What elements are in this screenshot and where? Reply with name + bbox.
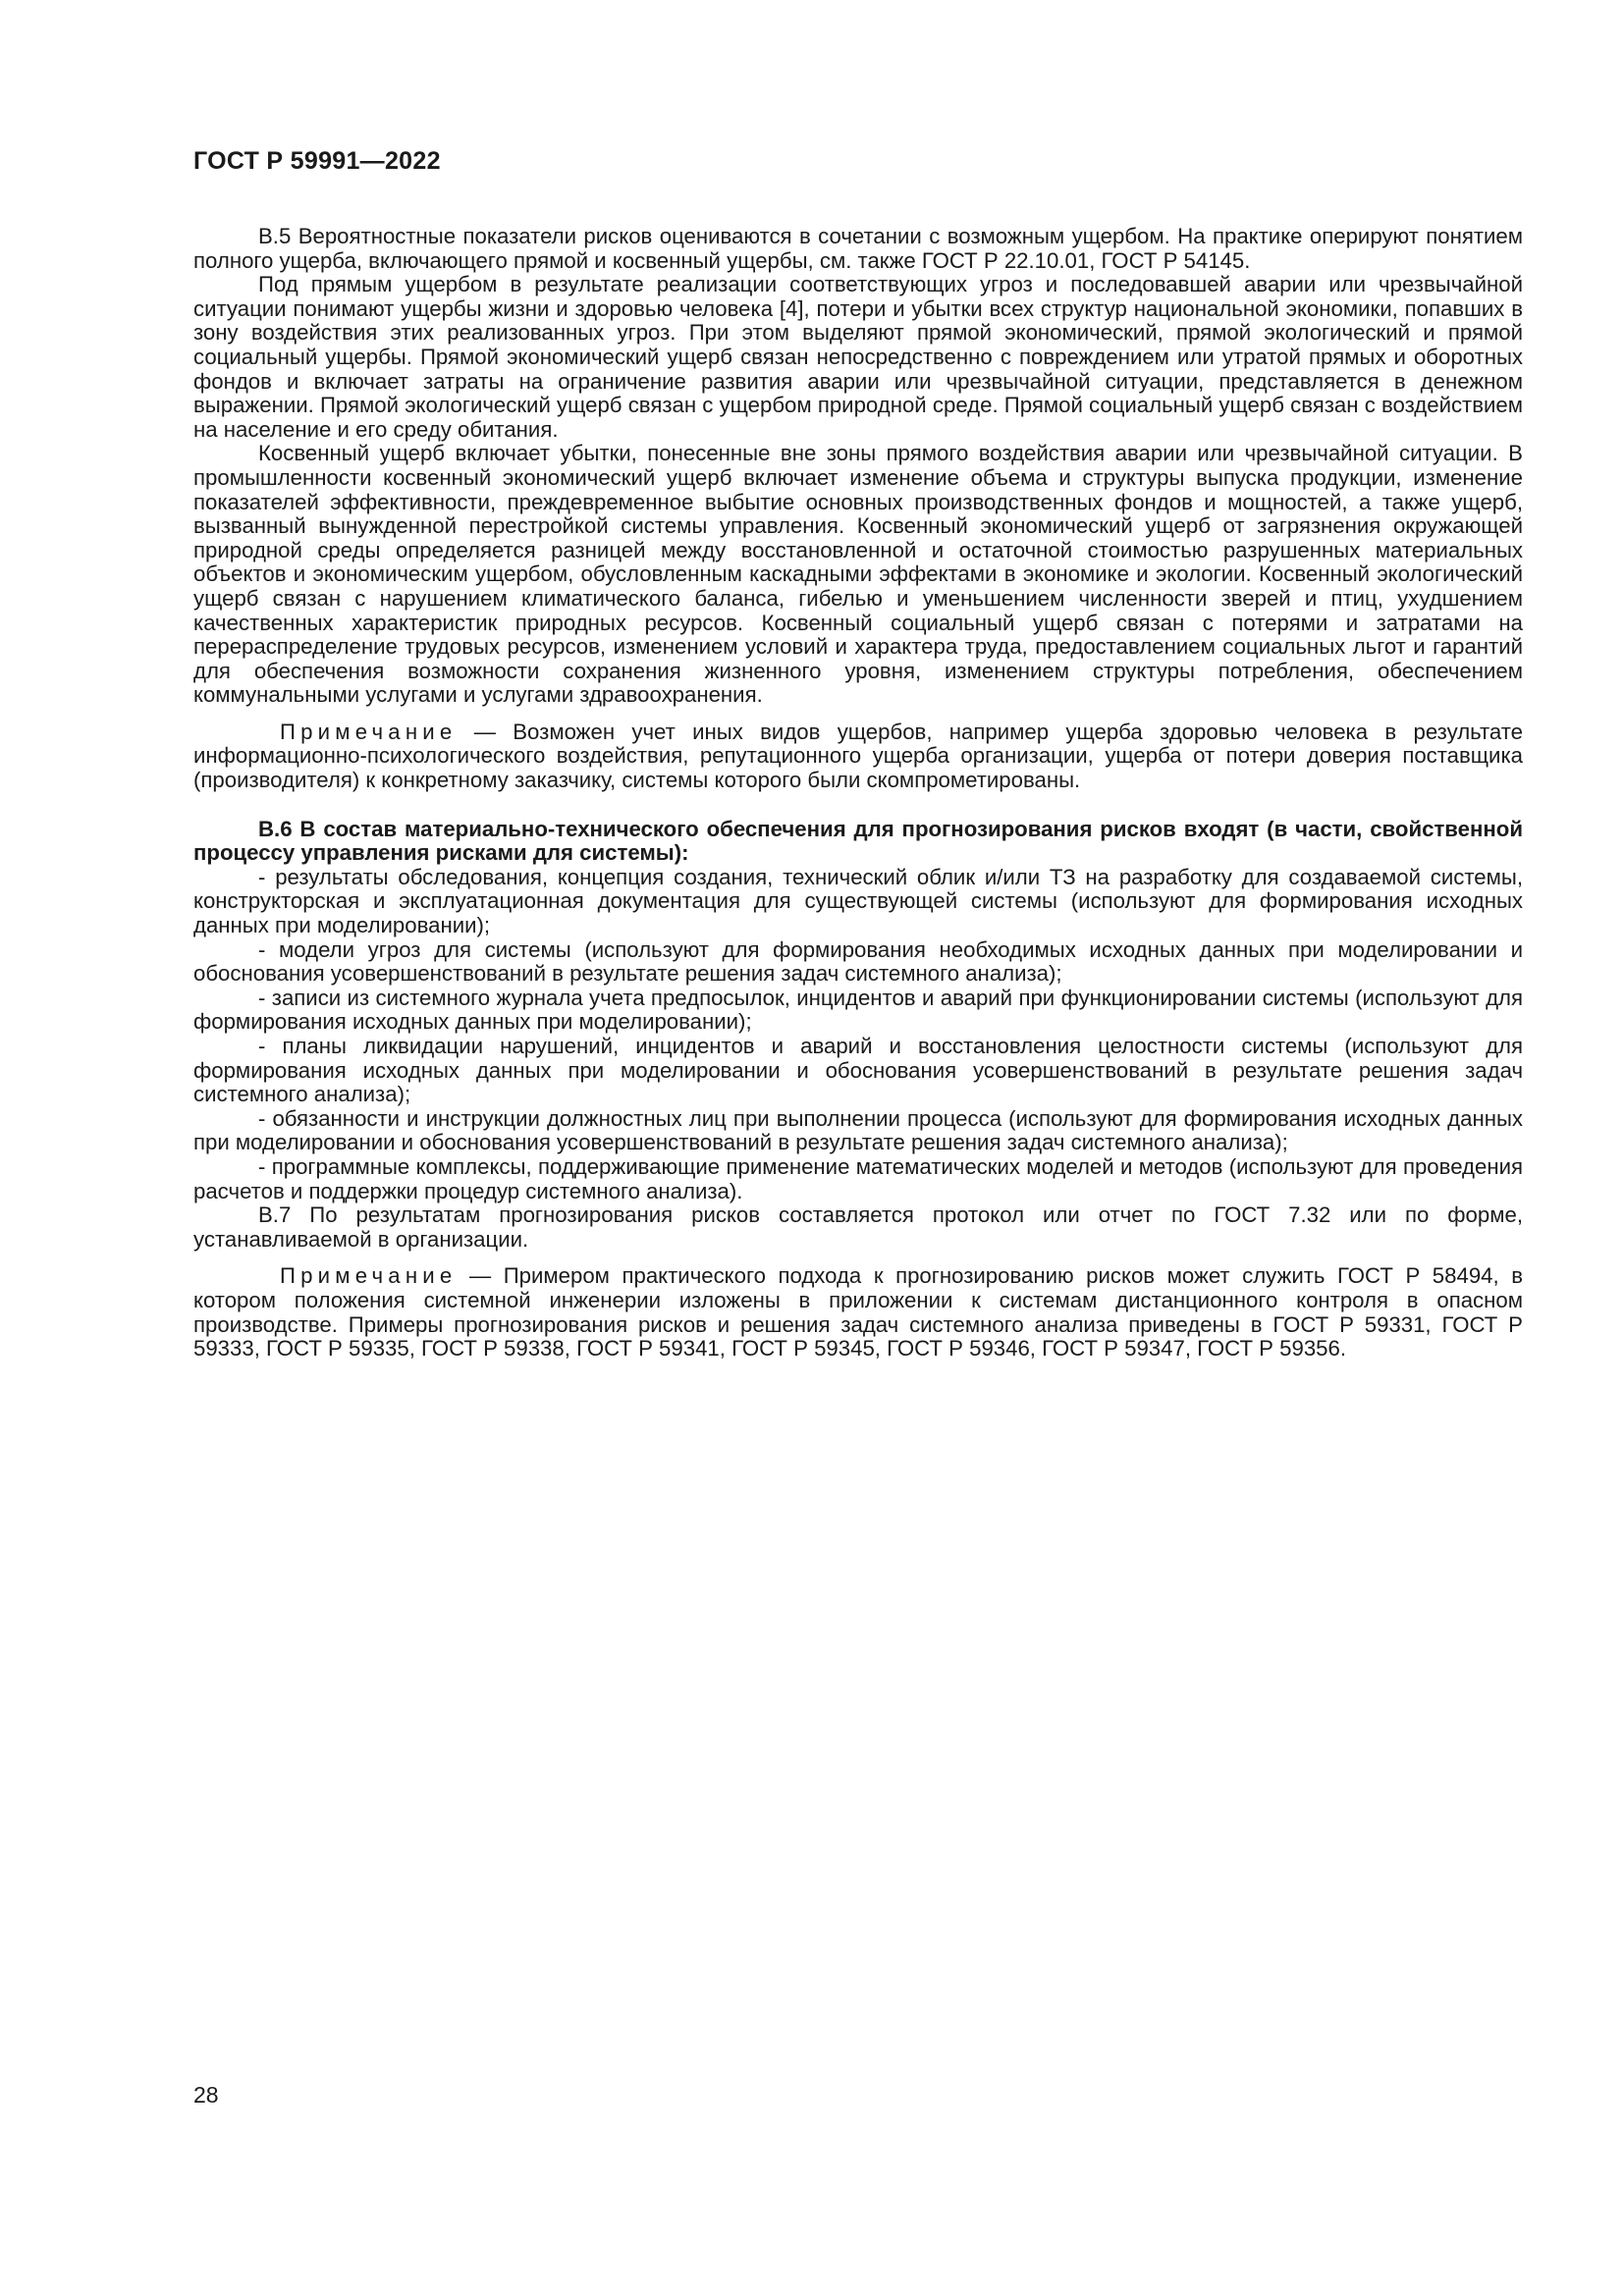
- document-body: [193, 225, 1523, 1362]
- note-1: [193, 721, 1523, 793]
- paragraph-b7: В.7 По результатам прогнозирования рисков составляется протокол или отчет по ГОСТ 7.32 или по форме, устанавливаемой в организации.: [193, 1202, 1523, 1252]
- list-item-b6-2: - модели угроз для системы (используют для формирования необходимых исходных данных при моделировании и обоснования усовершенствований в результате решения задач системного анализа);: [193, 936, 1523, 987]
- note-1-text: — Возможен учет иных видов ущербов, например ущерба здоровью человека в результате информационно-психологического воздействия, репутационного ущерба организации, ущерба от потери доверия поставщика (производителя) к конкретному заказчику, системы которого были скомпрометированы.: [193, 719, 1523, 793]
- list-item-b6-6: - программные комплексы, поддерживающие применение математических моделей и методов (используют для проведения расчетов и поддержки процедур системного анализа).: [193, 1153, 1523, 1203]
- list-item-b6-1: - результаты обследования, концепция создания, технический облик и/или ТЗ на разработку для создаваемой системы, конструкторская и эксплуатационная документация для существующей системы (используют для формирования исходных данных при моделировании);: [193, 864, 1523, 938]
- document-header: ГОСТ Р 59991—2022: [193, 147, 441, 175]
- list-item-b6-5: - обязанности и инструкции должностных лиц при выполнении процесса (используют для формирования исходных данных при моделировании и обоснования усовершенствований в результате решения задач системного анализа);: [193, 1105, 1523, 1155]
- page-number: 28: [193, 2082, 219, 2108]
- note-2-label: Примечание: [280, 1263, 458, 1289]
- paragraph-direct-damage: Под прямым ущербом в результате реализации соответствующих угроз и последовавшей аварии или чрезвычайной ситуации понимают ущербы жизни и здоровью человека [4], потери и убытки всех структур национальной экономики, попавших в зону воздействия этих реализованных угроз. При этом выделяют прямой экономический, прямой экологический и прямой социальный ущербы. Прямой экономический ущерб связан непосредственно с повреждением или утратой прямых и оборотных фондов и включает затраты на ограничение развития аварии или чрезвычайной ситуации, представляется в денежном выражении. Прямой экологический ущерб связан с ущербом природной среде. Прямой социальный ущерб связан с воздействием на население и его среду обитания.: [193, 272, 1523, 442]
- note-1-label: Примечание: [280, 719, 458, 744]
- list-item-b6-3: - записи из системного журнала учета предпосылок, инцидентов и аварий при функционировании системы (используют для формирования исходных данных при моделировании);: [193, 985, 1523, 1035]
- note-2-text: — Примером практического подхода к прогнозированию рисков может служить ГОСТ Р 58494, в котором положения системной инженерии изложены в приложении к системам дистанционного контроля в опасном производстве. Примеры прогнозирования рисков и решения задач системного анализа приведены в ГОСТ Р 59331, ГОСТ Р 59333, ГОСТ Р 59335, ГОСТ Р 59338, ГОСТ Р 59341, ГОСТ Р 59345, ГОСТ Р 59346, ГОСТ Р 59347, ГОСТ Р 59356.: [193, 1263, 1523, 1362]
- paragraph-b5-intro: В.5 Вероятностные показатели рисков оцениваются в сочетании с возможным ущербом. На практике оперируют понятием полного ущерба, включающего прямой и косвенный ущербы, см. также ГОСТ Р 22.10.01, ГОСТ Р 54145.: [193, 224, 1523, 273]
- list-item-b6-4: - планы ликвидации нарушений, инцидентов и аварий и восстановления целостности системы (используют для формирования исходных данных при моделировании и обоснования усовершенствований в результате решения задач системного анализа);: [193, 1034, 1523, 1107]
- note-2: [193, 1264, 1523, 1361]
- paragraph-indirect-damage: Косвенный ущерб включает убытки, понесенные вне зоны прямого воздействия аварии или чрезвычайной ситуации. В промышленности косвенный экономический ущерб включает изменение объема и структуры выпуска продукции, изменение показателей эффективности, преждевременное выбытие основных производственных фондов и мощностей, а также ущерб, вызванный вынужденной перестройкой системы управления. Косвенный экономический ущерб от загрязнения окружающей природной среды определяется разницей между восстановленной и остаточной стоимостью разрушенных материальных объектов и экономическим ущербом, обусловленным каскадными эффектами в экономике и экологии. Косвенный экологический ущерб связан с нарушением климатического баланса, гибелью и уменьшением численности зверей и птиц, ухудшением качественных характеристик природных ресурсов. Косвенный социальный ущерб связан с потерями и затратами на перераспределение трудовых ресурсов, изменением условий и характера труда, предоставлением социальных льгот и гарантий для обеспечения возможности сохранения жизненного уровня, изменением структуры потребления, обеспечением коммунальными услугами и услугами здравоохранения.: [193, 441, 1523, 708]
- section-b6-heading: В.6 В состав материально-технического обеспечения для прогнозирования рисков входят (в части, свойственной процессу управления рисками для системы):: [193, 816, 1523, 866]
